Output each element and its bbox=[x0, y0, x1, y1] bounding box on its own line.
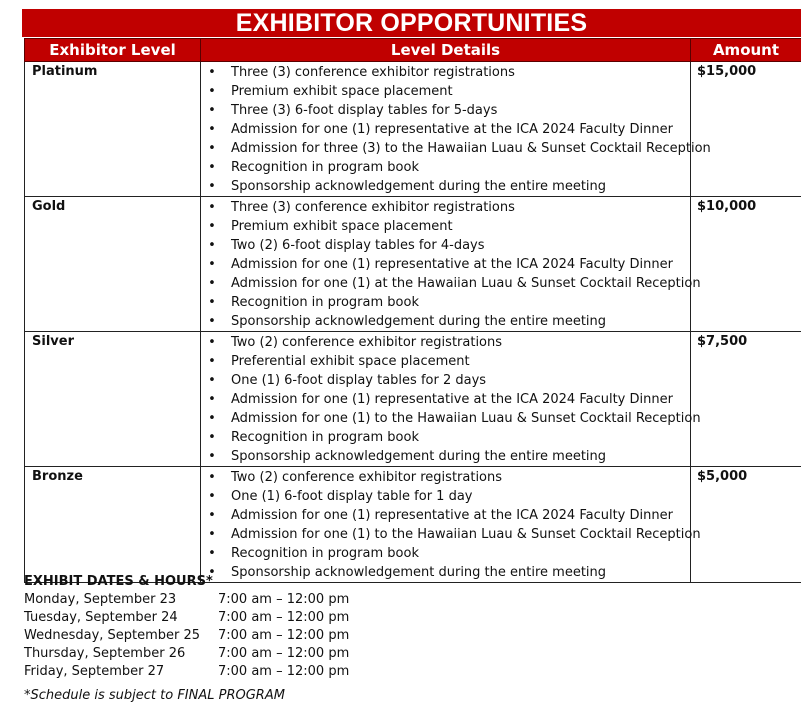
level-amount: $7,500 bbox=[691, 332, 801, 467]
bullet-icon: • bbox=[208, 411, 216, 426]
detail-text: Three (3) 6-foot display tables for 5-days bbox=[231, 103, 498, 118]
bullet-icon: • bbox=[208, 276, 216, 291]
bullet-icon: • bbox=[208, 200, 216, 215]
level-amount: $5,000 bbox=[691, 467, 801, 583]
bullet-icon: • bbox=[208, 527, 216, 542]
exhibit-time: 7:00 am – 12:00 pm bbox=[218, 628, 350, 643]
detail-item bbox=[201, 506, 690, 525]
detail-item bbox=[201, 447, 690, 466]
detail-item bbox=[201, 101, 690, 120]
exhibit-day: Monday, September 23 bbox=[24, 592, 177, 607]
exhibit-day: Friday, September 27 bbox=[24, 664, 165, 679]
header-level-details: Level Details bbox=[201, 39, 691, 62]
detail-text: Admission for three (3) to the Hawaiian Luau & Sunset Cocktail Reception bbox=[231, 141, 711, 156]
table-row-platinum bbox=[25, 62, 801, 197]
detail-item bbox=[201, 312, 690, 331]
detail-text: Admission for one (1) representative at the ICA 2024 Faculty Dinner bbox=[231, 508, 673, 523]
bullet-icon: • bbox=[208, 257, 216, 272]
detail-item bbox=[201, 409, 701, 428]
exhibit-hours-row bbox=[24, 591, 424, 609]
detail-item bbox=[201, 255, 690, 274]
bullet-icon: • bbox=[208, 238, 216, 253]
level-details-cell bbox=[201, 197, 701, 332]
detail-text: Sponsorship acknowledgement during the entire meeting bbox=[231, 179, 607, 194]
level-details-list bbox=[201, 197, 701, 331]
level-details-cell bbox=[201, 467, 701, 583]
level-details-list bbox=[201, 332, 701, 466]
level-details-list bbox=[201, 62, 711, 196]
detail-text: Sponsorship acknowledgement during the entire meeting bbox=[231, 449, 607, 464]
detail-item bbox=[201, 82, 690, 101]
exhibit-time: 7:00 am – 12:00 pm bbox=[218, 592, 350, 607]
level-name: Silver bbox=[25, 332, 201, 467]
level-amount: $15,000 bbox=[691, 62, 801, 197]
exhibit-hours-row bbox=[24, 627, 424, 645]
bullet-icon: • bbox=[208, 449, 216, 464]
bullet-icon: • bbox=[208, 141, 216, 156]
exhibit-hours-row bbox=[24, 645, 424, 663]
exhibit-hours-section bbox=[24, 573, 424, 705]
exhibit-hours-row bbox=[24, 609, 424, 627]
page-title-text: EXHIBITOR OPPORTUNITIES bbox=[235, 8, 588, 37]
bullet-icon: • bbox=[208, 565, 216, 580]
detail-text: Admission for one (1) to the Hawaiian Luau & Sunset Cocktail Reception bbox=[231, 411, 701, 426]
bullet-icon: • bbox=[208, 489, 216, 504]
detail-text: Sponsorship acknowledgement during the entire meeting bbox=[231, 565, 607, 580]
exhibit-day: Thursday, September 26 bbox=[24, 646, 186, 661]
detail-text: Two (2) conference exhibitor registrations bbox=[231, 470, 503, 485]
detail-item bbox=[201, 525, 701, 544]
detail-text: Two (2) conference exhibitor registrations bbox=[231, 335, 503, 350]
detail-item bbox=[201, 120, 690, 139]
detail-text: Admission for one (1) representative at the ICA 2024 Faculty Dinner bbox=[231, 257, 673, 272]
exhibit-time: 7:00 am – 12:00 pm bbox=[218, 646, 350, 661]
bullet-icon: • bbox=[208, 546, 216, 561]
exhibitor-table bbox=[24, 38, 801, 583]
level-details-cell bbox=[201, 62, 711, 197]
detail-item bbox=[201, 333, 690, 352]
detail-text: Three (3) conference exhibitor registrations bbox=[231, 65, 515, 80]
detail-item bbox=[201, 139, 711, 158]
detail-item bbox=[201, 198, 690, 217]
detail-item bbox=[201, 236, 690, 255]
level-details-list bbox=[201, 467, 701, 582]
bullet-icon: • bbox=[208, 314, 216, 329]
bullet-icon: • bbox=[208, 219, 216, 234]
detail-item bbox=[201, 217, 690, 236]
table-row-silver bbox=[25, 332, 801, 467]
exhibit-hours-list bbox=[24, 591, 424, 681]
bullet-icon: • bbox=[208, 65, 216, 80]
detail-text: Premium exhibit space placement bbox=[231, 219, 453, 234]
level-details-cell bbox=[201, 332, 701, 467]
detail-text: Premium exhibit space placement bbox=[231, 84, 453, 99]
bullet-icon: • bbox=[208, 373, 216, 388]
detail-item bbox=[201, 428, 690, 447]
bullet-icon: • bbox=[208, 508, 216, 523]
detail-text: Three (3) conference exhibitor registrations bbox=[231, 200, 515, 215]
schedule-note: *Schedule is subject to FINAL PROGRAM bbox=[24, 688, 285, 703]
bullet-icon: • bbox=[208, 430, 216, 445]
detail-text: Two (2) 6-foot display tables for 4-days bbox=[231, 238, 485, 253]
bullet-icon: • bbox=[208, 179, 216, 194]
bullet-icon: • bbox=[208, 295, 216, 310]
level-name: Gold bbox=[25, 197, 201, 332]
bullet-icon: • bbox=[208, 84, 216, 99]
header-amount: Amount bbox=[691, 39, 801, 62]
exhibit-day: Wednesday, September 25 bbox=[24, 628, 201, 643]
detail-text: Sponsorship acknowledgement during the entire meeting bbox=[231, 314, 607, 329]
detail-text: One (1) 6-foot display table for 1 day bbox=[231, 489, 473, 504]
detail-item bbox=[201, 274, 701, 293]
detail-text: Admission for one (1) to the Hawaiian Luau & Sunset Cocktail Reception bbox=[231, 527, 701, 542]
level-name: Bronze bbox=[25, 467, 201, 583]
detail-text: Admission for one (1) representative at the ICA 2024 Faculty Dinner bbox=[231, 392, 673, 407]
table-row-gold bbox=[25, 197, 801, 332]
detail-item bbox=[201, 293, 690, 312]
bullet-icon: • bbox=[208, 354, 216, 369]
detail-item bbox=[201, 371, 690, 390]
header-exhibitor-level: Exhibitor Level bbox=[25, 39, 201, 62]
detail-text: Recognition in program book bbox=[231, 430, 419, 445]
table-row-bronze bbox=[25, 467, 801, 583]
exhibit-hours-row bbox=[24, 663, 424, 681]
detail-item bbox=[201, 544, 690, 563]
detail-item bbox=[201, 487, 690, 506]
exhibit-time: 7:00 am – 12:00 pm bbox=[218, 664, 350, 679]
bullet-icon: • bbox=[208, 335, 216, 350]
bullet-icon: • bbox=[208, 122, 216, 137]
bullet-icon: • bbox=[208, 103, 216, 118]
table-header-row bbox=[25, 39, 801, 62]
detail-text: Recognition in program book bbox=[231, 160, 419, 175]
detail-text: Recognition in program book bbox=[231, 546, 419, 561]
detail-item bbox=[201, 390, 690, 409]
detail-text: Admission for one (1) at the Hawaiian Luau & Sunset Cocktail Reception bbox=[231, 276, 701, 291]
page-title bbox=[22, 9, 801, 37]
detail-item bbox=[201, 352, 690, 371]
level-amount: $10,000 bbox=[691, 197, 801, 332]
detail-item bbox=[201, 63, 690, 82]
exhibit-day: Tuesday, September 24 bbox=[24, 610, 178, 625]
detail-text: Preferential exhibit space placement bbox=[231, 354, 470, 369]
exhibit-time: 7:00 am – 12:00 pm bbox=[218, 610, 350, 625]
detail-item bbox=[201, 468, 690, 487]
detail-text: Admission for one (1) representative at the ICA 2024 Faculty Dinner bbox=[231, 122, 673, 137]
detail-item bbox=[201, 158, 690, 177]
detail-text: Recognition in program book bbox=[231, 295, 419, 310]
detail-item bbox=[201, 177, 690, 196]
bullet-icon: • bbox=[208, 392, 216, 407]
exhibit-hours-title: EXHIBIT DATES & HOURS* bbox=[24, 574, 213, 589]
level-name: Platinum bbox=[25, 62, 201, 197]
bullet-icon: • bbox=[208, 160, 216, 175]
detail-text: One (1) 6-foot display tables for 2 days bbox=[231, 373, 487, 388]
bullet-icon: • bbox=[208, 470, 216, 485]
